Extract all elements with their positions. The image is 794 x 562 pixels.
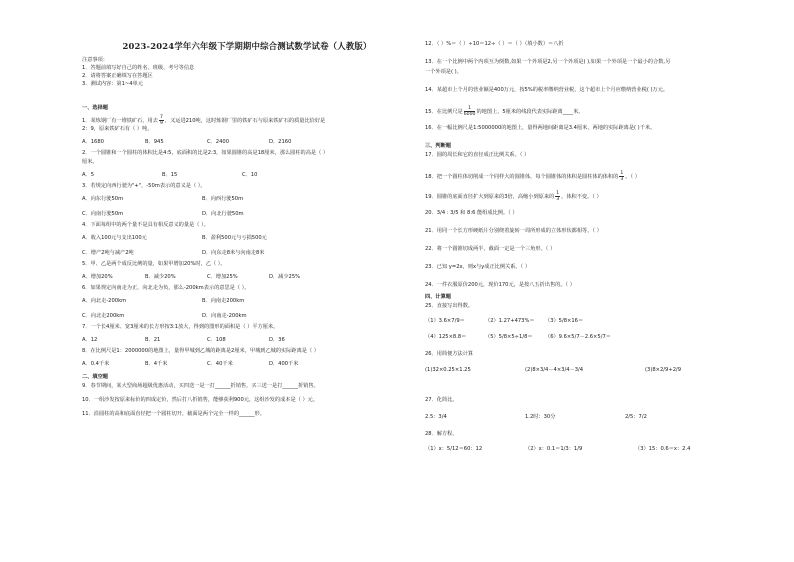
option-a[interactable]: A．5 [82,172,95,179]
question-8: 8．在比例尺是1：2000000的地图上，量得甲城到乙城的距离是2厘米，甲城到乙城的实际距离是（ ） [82,347,319,354]
calc-item: （5）5/8×5÷1/8＝ [485,334,533,341]
question-28-row [425,442,760,458]
question-16: 16．在一幅比例尺是1:5000000的地图上，量得两地间距离是3.4厘米，两地的实际距离是( )千米。 [425,125,656,131]
question-21: 21．用同一个长方形硬纸片分别绕着旋转一周所形成的立体形状都相等。（ ） [425,228,602,234]
question-2-line2: 厘米。 [82,158,98,165]
section-calc-heading: 四、计算题 [425,294,451,300]
question-4-options-row1 [82,232,412,247]
option-c[interactable]: C．增产2吨与减产2吨 [82,250,134,257]
left-column [82,42,412,421]
option-b[interactable]: B．向南走200km [202,298,245,305]
question-18: 18．把一个圆柱体切削成一个同样大的圆锥体，每个圆锥体的体积是圆柱体的体积的 $\frac{1}{3}$ 。（ ） [425,171,640,182]
question-15: 15．在比例尺是 $\frac{1}{6000}$ 的地图上，5厘米的线段代表实际距离____米。 [425,106,584,117]
option-a[interactable]: A．增加20% [82,274,113,281]
option-b[interactable]: B．945 [145,139,164,146]
option-a[interactable]: A．12 [82,337,98,344]
question-10: 10．一组沙发按原来标价的四成定价，然后打八折销售，能够获利900元，这组沙发的成本是（ ）元。 [82,396,319,403]
option-a[interactable]: A．向北走-200km [82,298,127,305]
question-9: 9．春节期间，某大型商场超级优惠活动，买四送一是一打______折销售，买三送一是打______折销售。 [82,382,319,389]
question-25: 25．直接写出得数。 [425,303,474,309]
option-d[interactable]: D．减少25% [269,274,301,281]
question-12: 12．（ ）%＝（ ）÷10＝12÷（ ）＝（ ）（填小数）＝八折 [425,41,564,47]
option-b[interactable]: B．21 [145,337,161,344]
option-d[interactable]: D．400千米 [269,361,299,368]
question-6-options-row2 [82,310,412,325]
question-22: 22．将一个圆锥切成两半，截面一定是一个三角形。（ ） [425,246,556,252]
option-b[interactable]: B．4千米 [145,361,168,368]
question-4: 4．下面每组中的两个量不是具有相反意义的量是（ ）。 [82,221,209,228]
fraction: $\frac{1}{3}$ [556,191,560,202]
question-8-options [82,358,412,373]
option-a[interactable]: A．向东行驶50m [82,196,124,203]
calc-item: （3）5/8×16＝ [545,318,584,325]
option-c[interactable]: C．向南行驶50m [82,211,124,218]
question-27: 27．化简比。 [425,397,458,403]
question-5-options [82,271,412,286]
fraction: $\frac{7}{9}$ [159,114,163,126]
question-11: 11．沿圆柱的高和底面直径把一个圆柱切开，截面是两个完全一样的______形。 [82,410,265,417]
question-13: 13．在一个比例中两个内项互为倒数,如果一个外项是2,另一个外项是( ),如果一个外项是一个最小的合数,另 [425,59,671,65]
question-1: 1．某炼钢厂有一堆铁矿石，用去 $\frac{7}{9}$ ，又运进210吨，这时炼钢厂里的铁矿石与原来铁矿石的质量比恰好是 [82,114,326,126]
question-13-line2: 一个外项是( )。 [425,69,462,75]
option-d[interactable]: D．向东走8米与向南走8米 [202,250,265,257]
calc-item: (3)8×2/9+2/9 [645,367,682,373]
option-c[interactable]: C．向北走200km [82,313,125,320]
question-7-options [82,334,412,349]
option-a[interactable]: A．收入100元与支出100元 [82,235,147,242]
note-item: 1．答题前填写好自己的姓名、班级、考号等信息 [82,64,195,71]
option-c[interactable]: C．2400 [207,139,230,146]
option-d[interactable]: D．2160 [269,139,292,146]
note-item: 3．测试内容：第1~4单元 [82,80,143,87]
fraction: $\frac{1}{6000}$ [463,106,476,117]
option-d[interactable]: D．36 [269,337,285,344]
calc-item: （6）9.6×5/7－2.6×5/7＝ [545,334,611,341]
option-c[interactable]: C．10 [242,172,258,179]
question-3-options-row2 [82,208,412,223]
calc-item: （1）3.6×7/9＝ [425,318,465,325]
calc-item: （2）x：0.1＝1/3：1/9 [525,446,583,453]
question-14: 14．某超市上个月的营业额是400万元，按5%的税率缴纳营业税，这个超市上个月应缴纳营业税( )万元。 [425,87,669,93]
question-6: 6．如果规定向南走为正，向北走为负，那么-200km表示的意思是（ ）。 [82,284,250,291]
option-a[interactable]: A．1680 [82,139,104,146]
calc-item: （4）125×8.8＝ [425,334,467,341]
fraction: $\frac{1}{3}$ [620,171,624,182]
option-b[interactable]: B．盈利500元与亏损500元 [202,235,267,242]
question-1-line2: 2：9，原来铁矿石有（ ）吨。 [82,125,153,132]
option-b[interactable]: B．15 [162,172,178,179]
option-d[interactable]: D．向南走-200km [202,313,247,320]
option-c[interactable]: C．40千米 [207,361,233,368]
option-b[interactable]: B．减少20% [145,274,176,281]
option-b[interactable]: B．向西行驶50m [202,196,244,203]
question-4-options-row2 [82,247,412,262]
question-26-row [425,362,760,398]
question-17: 17．圆的周长和它的直径成正比例关系。（ ） [425,152,530,158]
question-20: 20．3/4 : 3/5 和 8:6 能组成比例。（ ） [425,210,518,216]
question-19: 19．圆锥的底面直径扩大到原来的3倍，高缩小到原来的 $\frac{1}{3}$ ，体积不变。（ ） [425,191,602,202]
calc-item: 2.5：3/4 [425,414,447,421]
question-24: 24．一件衣服原价200元，现价170元，是按八五折出售的。（ ） [425,282,575,288]
section-choice-heading: 一、选择题 [82,104,108,111]
question-26: 26．用简便方法计算 [425,351,474,357]
right-column [425,42,760,458]
option-a[interactable]: A．0.4千米 [82,361,110,368]
question-23: 23．已知 y=2x，则x与y成正比例关系。（ ） [425,264,531,270]
question-6-options-row1 [82,295,412,310]
question-2-options [82,169,412,184]
section-judge-heading: 三、判断题 [425,143,451,149]
question-25-row2 [425,330,760,346]
calc-item: 1.2时：30分 [525,414,556,421]
question-25-row1 [425,314,760,330]
note-item: 2．请将答案正确填写在答题区 [82,72,153,79]
calc-item: （1）x：5/12＝60：12 [425,446,483,453]
option-c[interactable]: C．增加25% [207,274,238,281]
option-d[interactable]: D．向北行驶50m [202,211,244,218]
section-fill-heading: 二、填空题 [82,373,108,380]
question-7: 7．一个长4厘米、宽3厘米的长方形按3:1放大，得到的图形的面积是（ ）平方厘米。 [82,323,279,330]
question-3: 3．若规定向西行驶为"+"，-50m表示的意义是（ ）。 [82,182,206,189]
question-5: 5．甲、乙是两个成反比例的量，如果甲增加20%时，乙（ ）。 [82,260,226,267]
question-27-row [425,408,760,428]
question-3-options-row1 [82,193,412,208]
exam-title: 2023-2024学年六年级下学期期中综合测试数学试卷（人教版） [122,41,372,51]
question-1-options [82,136,412,151]
notes-heading: 注意事项： [82,56,108,63]
calc-item: （3）15：0.6＝x：2.4 [635,446,691,453]
calc-item: （2）1.27+473%＝ [485,318,535,325]
calc-item: 2/5：7/2 [625,414,647,421]
calc-item: (2)8×3/4－4×3/4－3/4 [525,367,584,373]
calc-item: (1)32×0.25×1.25 [425,367,471,373]
option-c[interactable]: C．108 [207,337,226,344]
question-28: 28．解方程。 [425,431,458,437]
question-2: 2．一个圆锥和一个圆柱的体积比是4:5，底面积的比是2:3，如果圆锥的高是18厘米，那么圆柱的高是（ ） [82,149,329,156]
